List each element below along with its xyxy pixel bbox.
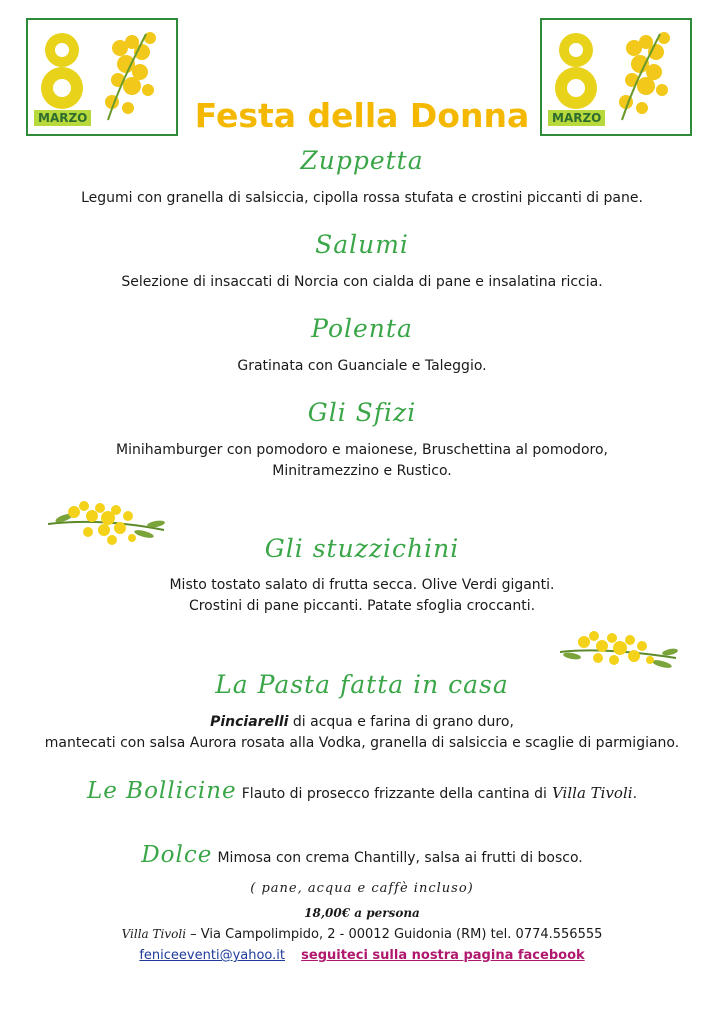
- section-text-polenta: Gratinata con Guanciale e Taleggio.: [237, 358, 487, 374]
- facebook-link[interactable]: seguiteci sulla nostra pagina facebook: [301, 948, 585, 963]
- bollicine-line: [0, 778, 724, 804]
- included-note: ( pane, acqua e caffè incluso): [250, 881, 474, 896]
- dolce-line: [0, 842, 724, 868]
- bollicine-text: Flauto di prosecco frizzante della cantina di: [241, 786, 547, 802]
- section-heading-dolce: Dolce: [141, 842, 213, 868]
- address-venue: Villa Tivoli: [121, 927, 187, 941]
- section-heading-stuzzichini: Gli stuzzichini: [264, 534, 460, 563]
- logo-month: MARZO: [548, 110, 605, 126]
- section-heading-sfizi: Gli Sfizi: [307, 398, 417, 427]
- logo-month: MARZO: [34, 110, 91, 126]
- section-heading-polenta: Polenta: [311, 314, 413, 343]
- pasta-name: Pinciarelli: [210, 714, 289, 730]
- section-heading-bollicine: Le Bollicine: [86, 778, 237, 804]
- email-link[interactable]: feniceeventi@yahoo.it: [139, 948, 285, 963]
- section-text-pasta-1: [0, 712, 724, 733]
- dolce-text: Mimosa con crema Chantilly, salsa ai frutti di bosco.: [217, 850, 583, 866]
- section-heading-salumi: Salumi: [315, 230, 409, 259]
- section-text-stuzzichini-1: Misto tostato salato di frutta secca. Olive Verdi giganti.: [169, 577, 555, 593]
- pasta-text-rest: di acqua e farina di grano duro,: [288, 714, 514, 730]
- section-text-pasta-2: mantecati con salsa Aurora rosata alla Vodka, granella di salsiccia e scaglie di parmigiano.: [44, 735, 680, 751]
- section-text-stuzzichini-2: Crostini di pane piccanti. Patate sfoglia croccanti.: [188, 598, 536, 614]
- page-title: Festa della Donna: [194, 96, 530, 135]
- address-text: – Via Campolimpido, 2 - 00012 Guidonia (RM) tel. 0774.556555: [186, 927, 603, 942]
- bollicine-end: .: [632, 786, 638, 802]
- bollicine-venue: Villa Tivoli: [551, 784, 633, 802]
- contact-links: [0, 948, 724, 963]
- section-text-sfizi-1: Minihamburger con pomodoro e maionese, Bruschettina al pomodoro,: [116, 442, 608, 458]
- section-text-zuppetta: Legumi con granella di salsiccia, cipolla rossa stufata e crostini piccanti di pane.: [81, 190, 643, 206]
- section-heading-zuppetta: Zuppetta: [300, 146, 424, 175]
- section-text-sfizi-2: Minitramezzino e Rustico.: [272, 463, 452, 479]
- price: 18,00€ a persona: [304, 906, 420, 920]
- section-heading-pasta: La Pasta fatta in casa: [215, 670, 509, 699]
- section-text-salumi: Selezione di insaccati di Norcia con cialda di pane e insalatina riccia.: [121, 274, 603, 290]
- address-line: [0, 927, 724, 942]
